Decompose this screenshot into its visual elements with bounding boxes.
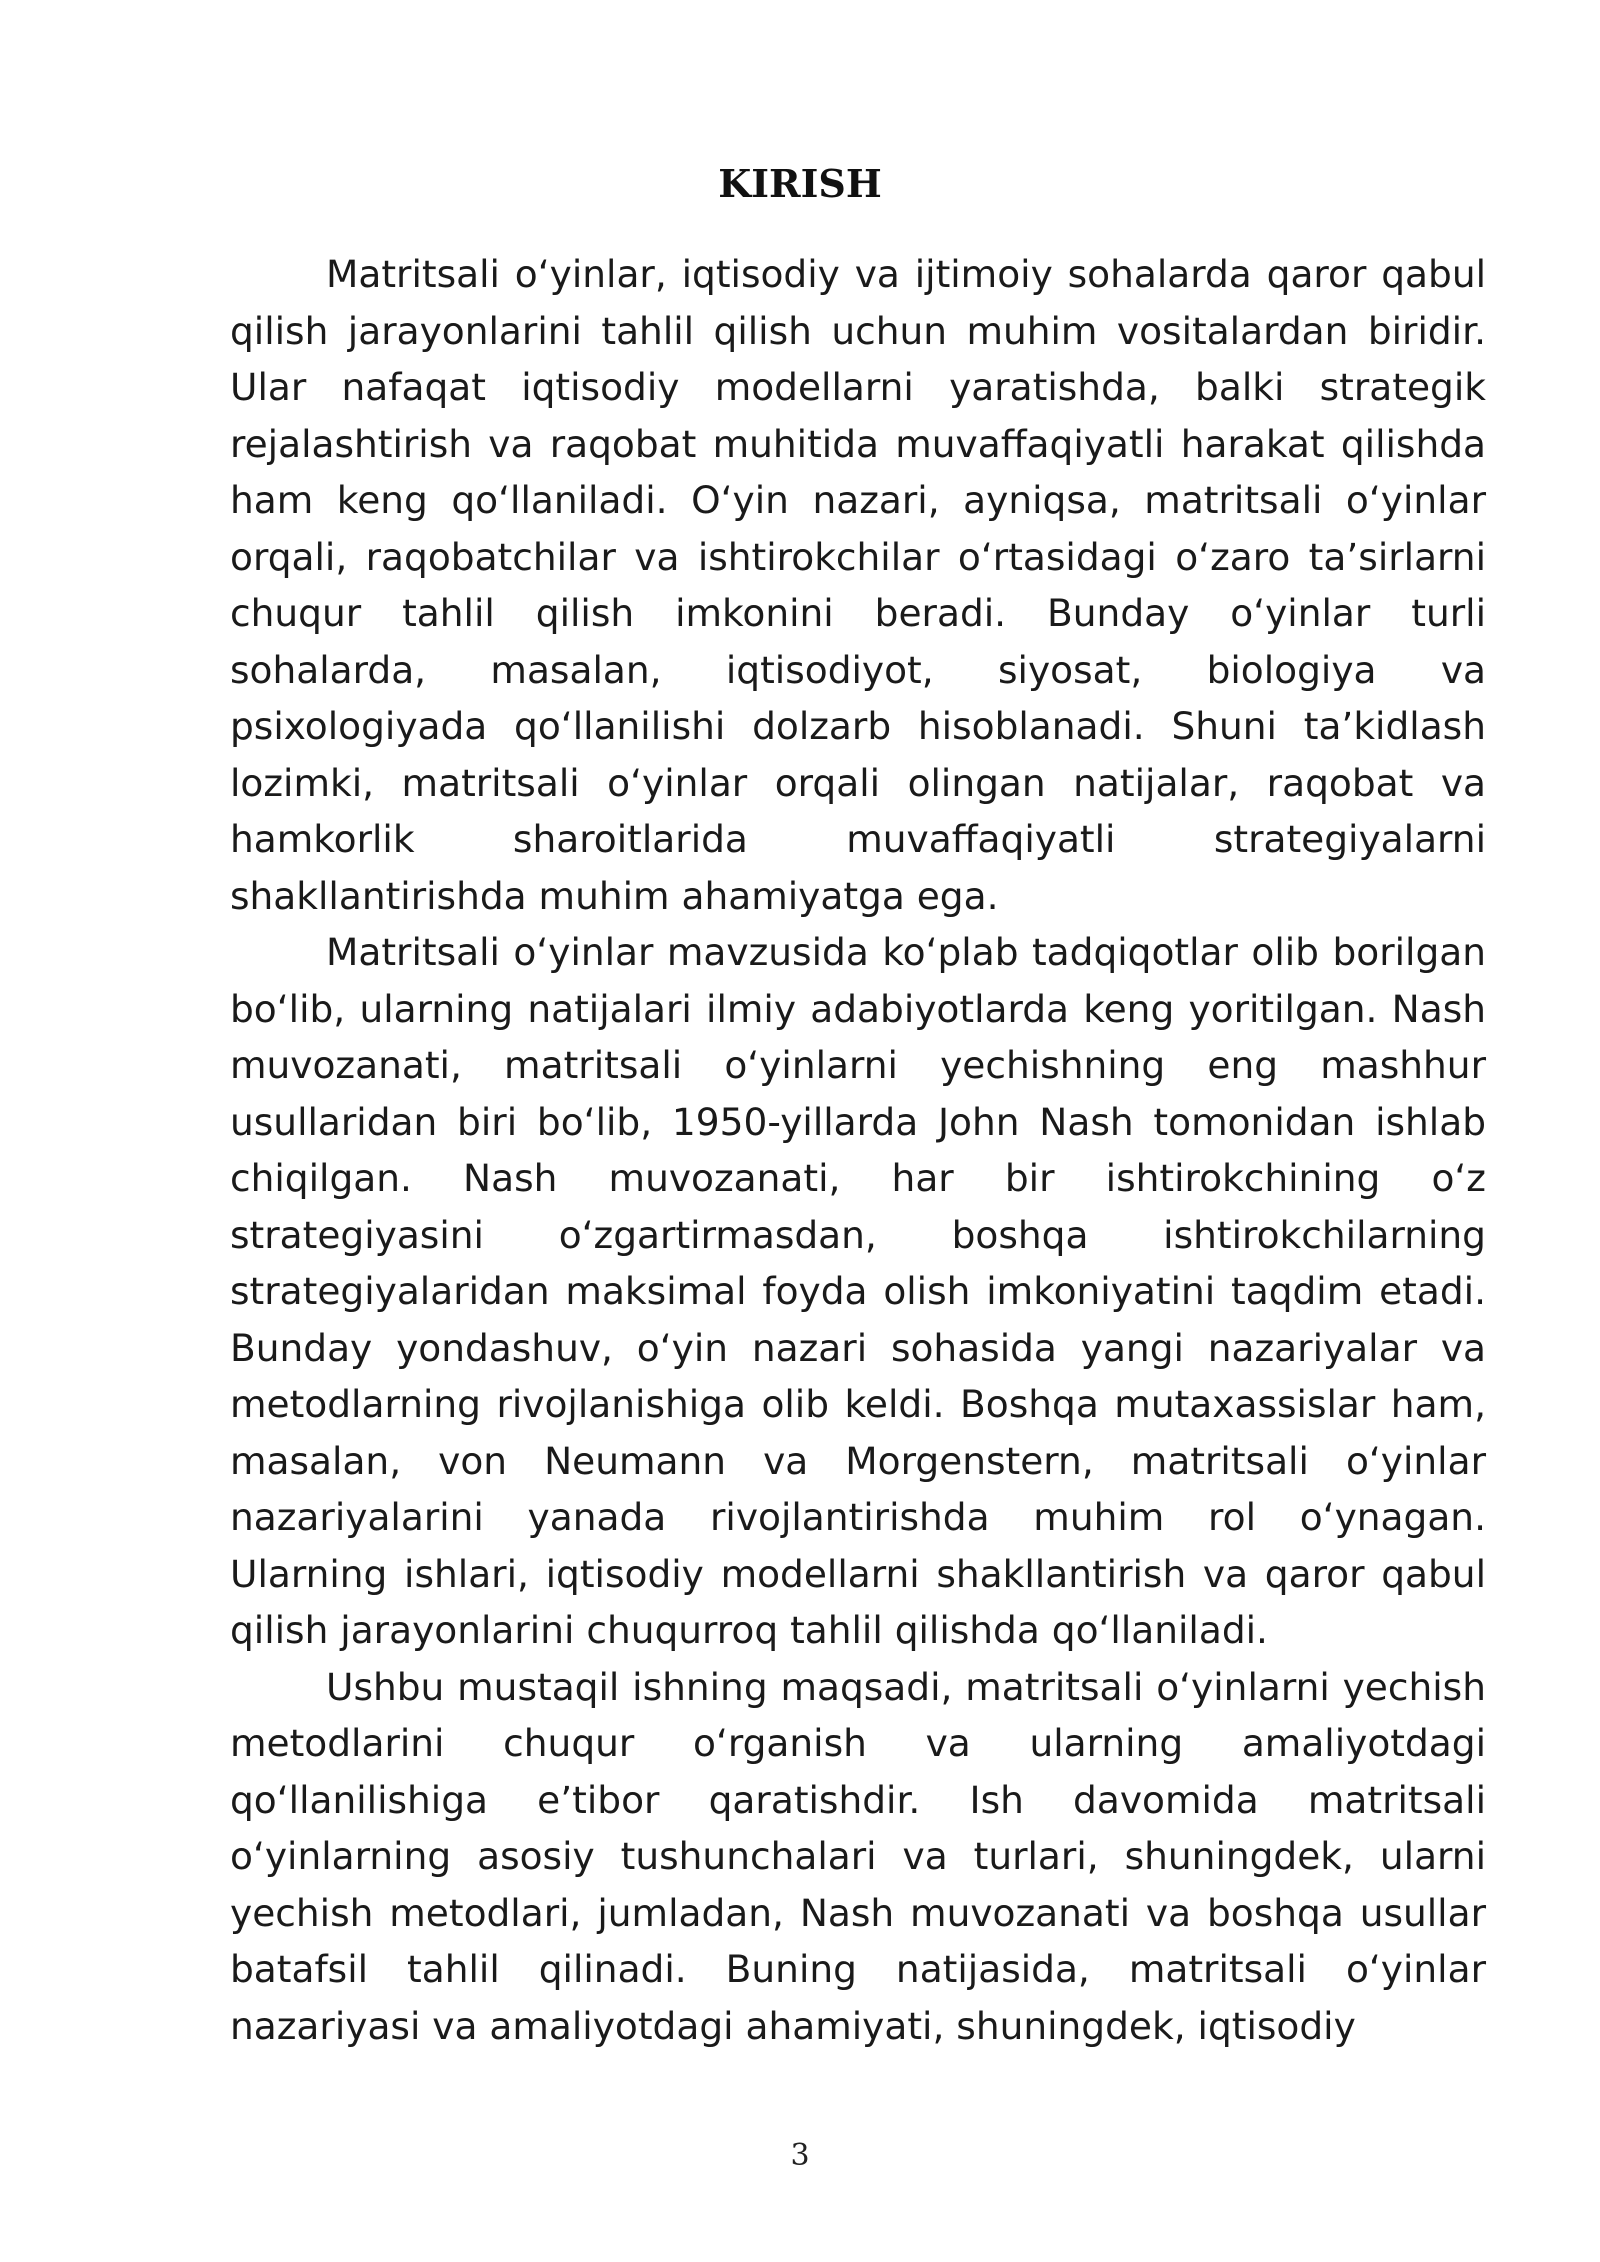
paragraph-research-background: Matritsali o‘yinlar mavzusida ko‘plab tadqiqotlar olib borilgan bo‘lib, ularning natijalari ilmiy adabiyotlarda keng yoritilgan. Nash muvozanati, matritsali o‘yinlarni yechishning eng mashhur usullaridan biri bo‘lib, 1950-yillarda John Nash tomonidan ishlab chiqilgan. Nash muvozanati, har bir ishtirokchining o‘z strategiyasini o‘zgartirmasdan, boshqa ishtirokchilarning strategiyalaridan maksimal foyda olish imkoniyatini taqdim etadi. Bunday yondashuv, o‘yin nazari sohasida yangi nazariyalar va metodlarning rivojlanishiga olib keldi. Boshqa mutaxassislar ham, masalan, von Neumann va Morgenstern, matritsali o‘yinlar nazariyalarini yanada rivojlantirishda muhim rol o‘ynagan. Ularning ishlari, iqtisodiy modellarni shakllantirish va qaror qabul qilish jarayonlarini chuqurroq tahlil qilishda qo‘llaniladi. <box>230 930 1486 1652</box>
page-title: KIRISH <box>718 161 882 206</box>
paragraph-work-goal: Ushbu mustaqil ishning maqsadi, matritsali o‘yinlarni yechish metodlarini chuqur o‘rganish va ularning amaliyotdagi qo‘llanilishiga e’tibor qaratishdir. Ish davomida matritsali o‘yinlarning asosiy tushunchalari va turlari, shuningdek, ularni yechish metodlari, jumladan, Nash muvozanati va boshqa usullar batafsil tahlil qilinadi. Buning natijasida, matritsali o‘yinlar nazariyasi va amaliyotdagi ahamiyati, shuningdek, iqtisodiy <box>230 1664 1486 2048</box>
page-number: 3 <box>790 2138 810 2173</box>
body-text <box>230 246 1486 2054</box>
paragraph-intro: Matritsali o‘yinlar, iqtisodiy va ijtimoiy sohalarda qaror qabul qilish jarayonlarini tahlil qilish uchun muhim vositalardan biridir. Ular nafaqat iqtisodiy modellarni yaratishda, balki strategik rejalashtirish va raqobat muhitida muvaffaqiyatli harakat qilishda ham keng qo‘llaniladi. O‘yin nazari, ayniqsa, matritsali o‘yinlar orqali, raqobatchilar va ishtirokchilar o‘rtasidagi o‘zaro ta’sirlarni chuqur tahlil qilish imkonini beradi. Bunday o‘yinlar turli sohalarda, masalan, iqtisodiyot, siyosat, biologiya va psixologiyada qo‘llanilishi dolzarb hisoblanadi. Shuni ta’kidlash lozimki, matritsali o‘yinlar orqali olingan natijalar, raqobat va hamkorlik sharoitlarida muvaffaqiyatli strategiyalarni shakllantirishda muhim ahamiyatga ega. <box>230 252 1486 918</box>
